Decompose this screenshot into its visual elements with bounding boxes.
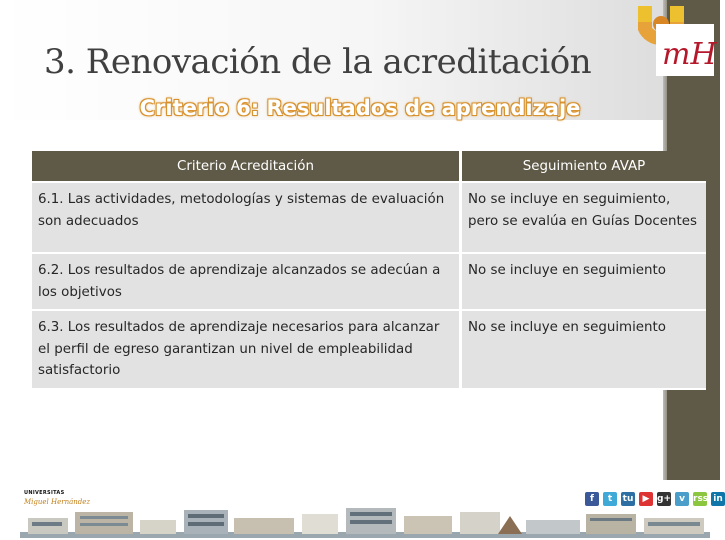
table-row bbox=[32, 183, 706, 254]
university-logo-script: Miguel Hernández bbox=[24, 498, 91, 506]
facebook-icon[interactable]: f bbox=[585, 492, 599, 506]
social-icons bbox=[585, 492, 725, 506]
table-header-row bbox=[32, 151, 706, 183]
linkedin-icon[interactable]: in bbox=[711, 492, 725, 506]
tuenti-icon[interactable]: tu bbox=[622, 494, 634, 504]
slide-subtitle: Criterio 6: Resultados de aprendizaje bbox=[139, 96, 581, 120]
table-row bbox=[32, 311, 706, 390]
cell-seguimiento: No se incluye en seguimiento bbox=[462, 311, 706, 390]
criteria-table bbox=[32, 151, 706, 390]
rss-icon[interactable]: rss bbox=[693, 494, 709, 504]
cell-seguimiento: No se incluye en seguimiento, pero se evalúa en Guías Docentes bbox=[462, 183, 706, 254]
university-logo bbox=[24, 490, 90, 506]
umh-logo-text: mH bbox=[662, 37, 717, 72]
university-logo-small: UNIVERSITAS bbox=[24, 490, 65, 496]
vimeo-icon[interactable]: v bbox=[675, 492, 689, 506]
twitter-icon[interactable]: t bbox=[603, 492, 617, 506]
cell-criterio: 6.3. Los resultados de aprendizaje necesarios para alcanzar el perfil de egreso garantizan un nivel de empleabilidad satisfactorio bbox=[32, 311, 462, 390]
cell-criterio: 6.2. Los resultados de aprendizaje alcanzados se adecúan a los objetivos bbox=[32, 254, 462, 311]
youtube-icon[interactable]: ▶ bbox=[639, 492, 653, 506]
slide-title: 3. Renovación de la acreditación bbox=[44, 42, 592, 82]
google-plus-icon[interactable]: g+ bbox=[657, 494, 671, 504]
cell-seguimiento: No se incluye en seguimiento bbox=[462, 254, 706, 311]
campus-buildings-illustration bbox=[20, 506, 710, 538]
cell-criterio: 6.1. Las actividades, metodologías y sistemas de evaluación son adecuados bbox=[32, 183, 462, 254]
header-seguimiento: Seguimiento AVAP bbox=[462, 151, 706, 183]
umh-logo bbox=[638, 2, 716, 78]
header-criterio: Criterio Acreditación bbox=[32, 151, 462, 183]
table-row bbox=[32, 254, 706, 311]
